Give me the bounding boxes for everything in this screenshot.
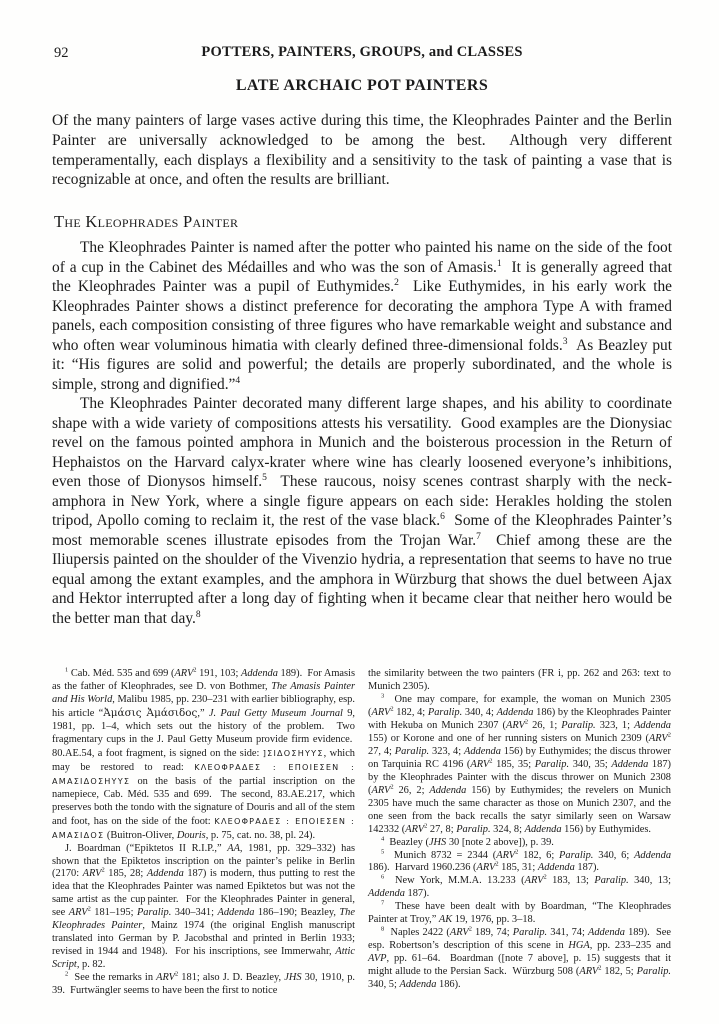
footnotes-left-column [52, 668, 355, 998]
footnote-paragraph: $^1$ Cab. Méd. 535 and 699 (ARV$^2$ 191, 103; Addenda 189). For Amasis as the father of Kleophrades, see D. von Bothmer, The Amasis Painter and His World, Malibu 1985, pp. 230–231 with earlier bibliography, esp. his article “Ἀμάσις Ἀμάσιδος,” J. Paul Getty Museum Journal 9, 1981, pp. 1–4, which sets out the history of the problem. Two fragmentary cups in the J. Paul Getty Museum provide firm evidence. 80.AE.54, a foot fragment, is signed on the side: ]ΣΙΔΟΣΗΥΥΣ, which may be restored to read: ΚΛΕΟΦΡΑΔΕΣ : ΕΠΟΙΕΣΕΝ : ΑΜΑΣΙΔΟΣΗΥΥΣ on the basis of the partial inscription on the namepiece, Cab. Méd. 535 and 699. The second, 83.AE.217, which preserves both the tondo with the signature of Douris and all of the stem and foot, has on the side of the foot: ΚΛΕΟΦΡΑΔΕΣ : ΕΠΟΙΕΣΕΝ : ΑΜΑΣΙΔΟΣ (Buitron-Oliver, Douris, p. 75, cat. no. 38, pl. 24). [52, 666, 356, 841]
body-paragraph-2: The Kleophrades Painter decorated many different large shapes, and his ability to coordinate shape with a wide variety of compositions attests his versatility. Good examples are the Dionysiac revel on the famous pointed amphora in Munich and the boisterous procession in the Return of Hephaistos on the Harvard calyx-krater where wine has clearly loosened everyone’s inhibitions, even those of Dionysos himself.$^5$ These raucous, noisy scenes contrast sharply with the neck-amphora in New York, where a single figure appears on each side: Herakles holding the stolen tripod, Apollo coming to reclaim it, the rest of the vase black.$^6$ Some of the Kleophrades Painter’s most memorable scenes illustrate episodes from the Trojan War.$^7$ Chief among these are the Iliupersis painted on the shoulder of the Vivenzio hydria, a representation that seems to have no true equal among the extant examples, and the amphora in Würzburg that shows the duel between Ajax and Hektor interrupted after a long day of fighting when it became clear that neither hero would be the better man that day.$^8$ [52, 395, 672, 627]
footnote-paragraph: $^6$ New York, M.M.A. 13.233 (ARV$^2$ 183, 13; Paralip. 340, 13; Addenda 187). [368, 873, 671, 900]
footnote-paragraph: $^5$ Munich 8732 = 2344 (ARV$^2$ 182, 6; Paralip. 340, 6; Addenda 186). Harvard 1960.236 (ARV$^2$ 185, 31; Addenda 187). [368, 848, 672, 874]
footnote-paragraph: the similarity between the two painters (FR i, pp. 262 and 263: text to Munich 2305). [368, 668, 671, 693]
intro-paragraph: Of the many painters of large vases active during this time, the Kleophrades Painter and the Berlin Painter are universally acknowledged to be among the best. Although very different temperamentally, each displays a flexibility and a sensitivity to the task of painting a vase that is recognizable at once, and often the results are brilliant. [52, 112, 672, 189]
page-number: 92 [54, 45, 69, 61]
footnote-paragraph: $^3$ One may compare, for example, the woman on Munich 2305 (ARV$^2$ 182, 4; Paralip. 340, 4; Addenda 186) by the Kleophrades Painter with Hekuba on Munich 2307 (ARV$^2$ 26, 1; Paralip. 323, 1; Addenda 155) or Korone and one of her running sisters on Munich 2309 (ARV$^2$ 27, 4; Paralip. 323, 4; Addenda 156) by Euthymides; the discus thrower on Tarquinia RC 4196 (ARV$^2$ 185, 35; Paralip. 340, 35; Addenda 187) by the Kleophrades Painter with the discus thrower on Munich 2308 (ARV$^2$ 26, 2; Addenda 156) by Euthymides; the revelers on Munich 2305 have much the same character as those on Munich 2307, and the one seen from the back recalls the satyr similarly seen on Warsaw 142332 (ARV$^2$ 27, 8; Paralip. 324, 8; Addenda 156) by Euthymides. [368, 692, 672, 835]
page-header [52, 44, 672, 64]
running-head: POTTERS, PAINTERS, GROUPS, and CLASSES [201, 44, 523, 60]
section-heading: The Kleophrades Painter [54, 212, 239, 232]
page-title: LATE ARCHAIC POT PAINTERS [235, 77, 489, 94]
footnote-paragraph: $^4$ Beazley (JHS 30 [note 2 above]), p. 39. [381, 835, 554, 848]
footnote-paragraph: $^2$ See the remarks in ARV$^2$ 181; also J. D. Beazley, JHS 30, 1910, p. 39. Furtwängler seems to have been the first to notice [52, 970, 356, 997]
body-paragraph-1: The Kleophrades Painter is named after the potter who painted his name on the side of the foot of a cup in the Cabinet des Médailles and who was the son of Amasis.$^1$ It is generally agreed that the Kleophrades Painter was a pupil of Euthymides.$^2$ Like Euthymides, in his early work the Kleophrades Painter shows a distinct preference for decorating the amphora Type A with framed panels, each composition consisting of three figures who have remarkable weight and substance and who often wear voluminous himatia with clearly defined three-dimensional folds.$^3$ As Beazley put it: “His figures are solid and powerful; the details are properly subordinated, and the whole is simple, strong and dignified.”$^4$ [52, 239, 672, 393]
footnote-paragraph: $^7$ These have been dealt with by Boardman, “The Kleophrades Painter at Troy,” AK 19, 1976, pp. 3–18. [368, 899, 671, 926]
footnotes-section [52, 668, 672, 998]
footnotes-right-column [368, 668, 671, 998]
footnote-paragraph: $^8$ Naples 2422 (ARV$^2$ 189, 74; Paralip. 341, 74; Addenda 189). See esp. Robertson’s description of this scene in HGA, pp. 233–235 and AVP, pp. 61–64. Boardman ([note 7 above], p. 15) suggests that it might allude to the Persian Sack. Würzburg 508 (ARV$^2$ 182, 5; Paralip. 340, 5; Addenda 186). [368, 925, 672, 991]
footnote-paragraph: J. Boardman (“Epiktetos II R.I.P.,” AA, 1981, pp. 329–332) has shown that the Epiktetos inscription on the painter’s pelike in Berlin (2170: ARV$^2$ 185, 28; Addenda 187) is modern, thus putting to rest the idea that the Kleophrades Painter was named Epiktetos but was not the same artist as the cup painter. For the Kleophrades Painter in general, see ARV$^2$ 181–195; Paralip. 340–341; Addenda 186–190; Beazley, The Kleophrades Painter, Mainz 1974 (the original English manuscript translated into German by P. Jacobsthal and printed in Berlin 1933; revised in 1944 and 1948). For his inscriptions, see Immerwahr, Attic Script, p. 82. [52, 842, 356, 971]
